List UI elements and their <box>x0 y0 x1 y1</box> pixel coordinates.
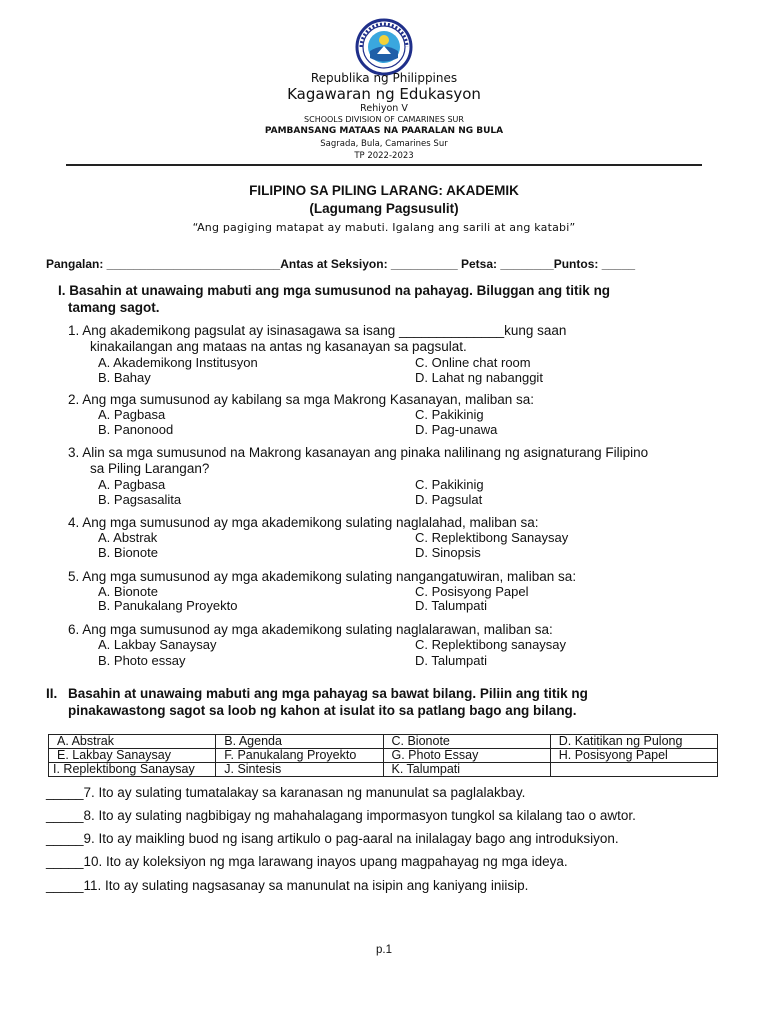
q3-option-c: C. Pakikinig <box>415 477 484 492</box>
q4-option-b: B. Bionote <box>98 545 158 560</box>
q5-option-c: C. Posisyong Papel <box>415 584 529 599</box>
question-5: 5. Ang mga sumusunod ay mga akademikong sulating nangangatuwiran, maliban sa: <box>68 569 577 584</box>
region-text: Rehiyon V <box>360 103 408 114</box>
part2-numeral: II. <box>46 686 58 701</box>
department-name: Kagawaran ng Edukasyon <box>287 85 481 103</box>
table-cell: G. Photo Essay <box>383 749 550 763</box>
school-name: PAMBANSANG MATAAS NA PAARALAN NG BULA <box>264 126 504 136</box>
q4-option-d: D. Sinopsis <box>415 545 481 560</box>
table-cell: H. Posisyong Papel <box>550 749 717 763</box>
q3-option-b: B. Pagsasalita <box>98 492 182 507</box>
q4-option-c: C. Replektibong Sanaysay <box>415 530 569 545</box>
page-number: p.1 <box>376 944 392 956</box>
table-cell: I. Replektibong Sanaysay <box>49 763 216 777</box>
table-cell: C. Bionote <box>383 735 550 749</box>
item-11: _____11. Ito ay sulating nagsasanay sa manunulat na isipin ang kaniyang iniisip. <box>46 878 529 893</box>
table-cell: J. Sintesis <box>216 763 383 777</box>
question-3-cont: sa Piling Larangan? <box>90 461 210 476</box>
school-year: TP 2022-2023 <box>354 151 414 161</box>
table-cell: D. Katitikan ng Pulong <box>550 735 717 749</box>
part2-instruction-cont: pinakawastong sagot sa loob ng kahon at isulat ito sa patlang bago ang bilang. <box>68 703 577 718</box>
table-cell <box>550 763 717 777</box>
q2-option-a: A. Pagbasa <box>98 407 166 422</box>
student-info-line: Pangalan: __________________________Antas at Seksiyon: __________ Petsa: ________Puntos: _____ <box>46 257 636 271</box>
q2-option-c: C. Pakikinig <box>415 407 484 422</box>
table-cell: E. Lakbay Sanaysay <box>49 749 216 763</box>
item-10: _____10. Ito ay koleksiyon ng mga larawang inayos upang magpahayag ng mga ideya. <box>46 854 568 869</box>
q1-option-d: D. Lahat ng nabanggit <box>415 370 543 385</box>
q2-option-d: D. Pag-unawa <box>415 422 498 437</box>
exam-type-title: (Lagumang Pagsusulit) <box>309 201 459 216</box>
header-divider <box>66 164 702 166</box>
table-cell: F. Panukalang Proyekto <box>216 749 383 763</box>
q6-option-a: A. Lakbay Sanaysay <box>98 637 217 652</box>
part1-instruction-cont: tamang sagot. <box>68 300 160 315</box>
table-row <box>49 749 718 763</box>
item-9: _____9. Ito ay maikling buod ng isang artikulo o pag-aaral na inilalagay bago ang introduksiyon. <box>46 831 619 846</box>
deped-seal-icon <box>355 18 413 76</box>
part1-instruction: I. Basahin at unawaing mabuti ang mga sumusunod na pahayag. Biluggan ang titik ng <box>58 283 611 298</box>
question-1-cont: kinakailangan ang mataas na antas ng kasanayan sa pagsulat. <box>90 339 467 354</box>
question-3: 3. Alin sa mga sumusunod na Makrong kasanayan ang pinaka nalilinang ng asignaturang Filipino <box>68 445 649 460</box>
table-cell: B. Agenda <box>216 735 383 749</box>
q4-option-a: A. Abstrak <box>98 530 158 545</box>
table-cell: K. Talumpati <box>383 763 550 777</box>
question-1: 1. Ang akademikong pagsulat ay isinasagawa sa isang ______________kung saan <box>68 323 567 338</box>
q1-option-c: C. Online chat room <box>415 355 531 370</box>
question-2: 2. Ang mga sumusunod ay kabilang sa mga Makrong Kasanayan, maliban sa: <box>68 392 535 407</box>
q1-option-a: A. Akademikong Institusyon <box>98 355 258 370</box>
q1-option-b: B. Bahay <box>98 370 151 385</box>
motto-quote: “Ang pagiging matapat ay mabuti. Igalang ang sarili at ang katabi” <box>192 221 576 234</box>
part2-instruction: Basahin at unawaing mabuti ang mga pahayag sa bawat bilang. Piliin ang titik ng <box>68 686 588 701</box>
school-address: Sagrada, Bula, Camarines Sur <box>320 139 448 149</box>
table-row <box>49 763 718 777</box>
q2-option-b: B. Panonood <box>98 422 174 437</box>
q6-option-d: D. Talumpati <box>415 653 488 668</box>
q5-option-a: A. Bionote <box>98 584 158 599</box>
q5-option-d: D. Talumpati <box>415 598 488 613</box>
q6-option-c: C. Replektibong sanaysay <box>415 637 567 652</box>
item-7: _____7. Ito ay sulating tumatalakay sa karanasan ng manunulat sa paglalakbay. <box>46 785 526 800</box>
question-6: 6. Ang mga sumusunod ay mga akademikong sulating naglalarawan, maliban sa: <box>68 622 553 637</box>
answer-choices-table <box>48 734 718 777</box>
item-8: _____8. Ito ay sulating nagbibigay ng mahahalagang impormasyon tungkol sa kilalang tao o awtor. <box>46 808 636 823</box>
q3-option-d: D. Pagsulat <box>415 492 483 507</box>
table-cell: A. Abstrak <box>49 735 216 749</box>
q6-option-b: B. Photo essay <box>98 653 186 668</box>
table-row <box>49 735 718 749</box>
republika-text: Republika ng Philippines <box>310 71 458 85</box>
question-4: 4. Ang mga sumusunod ay mga akademikong sulating naglalahad, maliban sa: <box>68 515 539 530</box>
q5-option-b: B. Panukalang Proyekto <box>98 598 238 613</box>
division-text: SCHOOLS DIVISION OF CAMARINES SUR <box>304 115 464 124</box>
q3-option-a: A. Pagbasa <box>98 477 166 492</box>
exam-subject-title: FILIPINO SA PILING LARANG: AKADEMIK <box>249 183 519 198</box>
